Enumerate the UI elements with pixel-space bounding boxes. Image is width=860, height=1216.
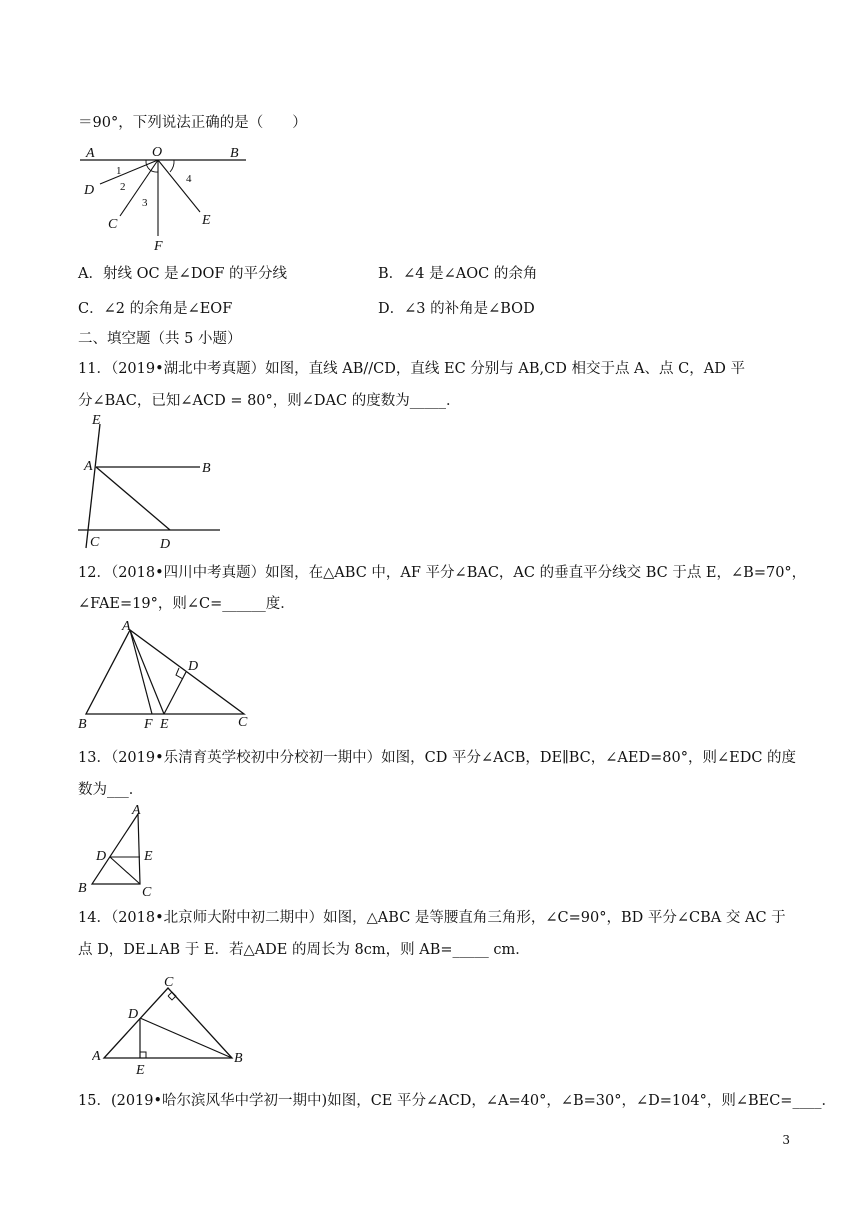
q11-line2: 分∠BAC，已知∠ACD = 80°，则∠DAC 的度数为_____．: [78, 393, 461, 409]
q10-label-D: D: [84, 183, 95, 198]
q11-label-C: C: [90, 535, 100, 550]
section-heading: 二、填空题（共 5 小题）: [78, 331, 242, 347]
q12-label-D: D: [188, 659, 199, 674]
q14-figure: [92, 976, 252, 1076]
q10-label-O: O: [152, 145, 163, 160]
q10-figure: [78, 140, 248, 250]
q10-option-d: D．∠3 的补角是∠BOD: [378, 301, 535, 317]
q11-line1: 11．（2019•湖北中考真题）如图，直线 AB//CD，直线 EC 分别与 AB,CD 相交于点 A、点 C，AD 平: [78, 361, 745, 377]
q10-option-a: A．射线 OC 是∠DOF 的平分线: [78, 266, 288, 282]
q13-line1: 13．（2019•乐清育英学校初中分校初一期中）如图，CD 平分∠ACB，DE∥BC，∠AED=80°，则∠EDC 的度: [78, 750, 797, 766]
q11-label-D: D: [160, 537, 171, 552]
q12-figure: [76, 620, 256, 732]
q11-figure: [78, 412, 228, 552]
q10-stem-tail: ＝90°，下列说法正确的是（ ）: [78, 115, 307, 131]
q14-line2: 点 D，DE⊥AB 于 E．若△ADE 的周长为 8cm，则 AB=_____ cm．: [78, 942, 530, 958]
q10-option-c: C．∠2 的余角是∠EOF: [78, 301, 233, 317]
q14-label-B: B: [234, 1051, 243, 1066]
q12-label-F: F: [144, 717, 153, 732]
q10-option-b: B．∠4 是∠AOC 的余角: [378, 266, 538, 282]
q12-label-E: E: [160, 717, 169, 732]
q10-label-B: B: [230, 146, 239, 161]
q11-label-E: E: [92, 413, 101, 428]
q14-label-E: E: [136, 1063, 145, 1076]
q13-label-B: B: [78, 881, 87, 896]
q15-line1: 15．(2019•哈尔滨风华中学初一期中)如图，CE 平分∠ACD，∠A=40°，∠B=30°，∠D=104°，则∠BEC=____．: [78, 1093, 836, 1109]
q13-label-A: A: [132, 803, 141, 818]
q12-label-C: C: [238, 715, 248, 730]
q10-angle-4: 4: [186, 173, 192, 185]
q12-line1: 12．（2018•四川中考真题）如图，在△ABC 中，AF 平分∠BAC，AC 的垂直平分线交 BC 于点 E，∠B=70°，: [78, 565, 807, 581]
q13-line2: 数为___．: [78, 782, 144, 798]
q14-label-D: D: [128, 1007, 139, 1022]
q13-figure: [76, 800, 166, 898]
q14-label-A: A: [92, 1049, 101, 1064]
q12-label-A: A: [122, 620, 131, 634]
q10-angle-2: 2: [120, 181, 126, 193]
q10-label-C: C: [108, 217, 118, 232]
q10-angle-3: 3: [142, 197, 148, 209]
q10-label-A: A: [86, 146, 95, 161]
q13-label-D: D: [96, 849, 107, 864]
q12-label-B: B: [78, 717, 87, 732]
q10-label-F: F: [154, 239, 163, 250]
q11-label-B: B: [202, 461, 211, 476]
q13-label-E: E: [144, 849, 153, 864]
q14-line1: 14．（2018•北京师大附中初二期中）如图，△ABC 是等腰直角三角形，∠C=90°，BD 平分∠CBA 交 AC 于: [78, 910, 786, 926]
q13-label-C: C: [142, 885, 152, 898]
q11-label-A: A: [84, 459, 93, 474]
q10-label-E: E: [202, 213, 211, 228]
q14-label-C: C: [164, 976, 174, 990]
q12-line2: ∠FAE=19°，则∠C=______度．: [78, 596, 295, 612]
page-number: 3: [782, 1133, 790, 1147]
q10-angle-1: 1: [116, 165, 122, 177]
